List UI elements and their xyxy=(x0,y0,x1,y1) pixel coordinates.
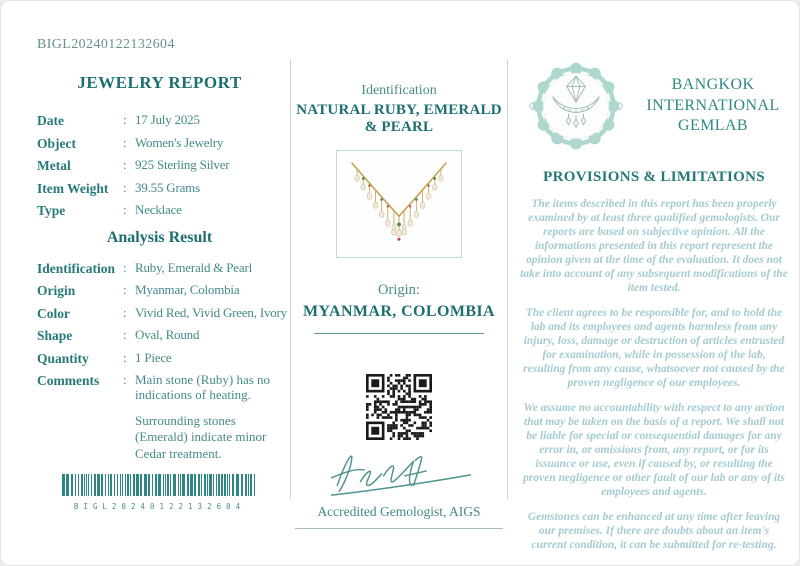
report-columns xyxy=(1,59,799,565)
field-value: 17 July 2025 xyxy=(135,112,200,127)
field-colon xyxy=(123,328,135,344)
field-label: Comments xyxy=(37,373,100,389)
comments-extra: Surrounding stones (Emerald) indicate minor Cedar treatment. xyxy=(135,413,267,461)
signature-divider xyxy=(295,528,503,529)
gemologist-title: Accredited Gemologist, AIGS xyxy=(317,504,481,519)
report-details-column xyxy=(1,59,291,511)
origin-divider xyxy=(314,333,484,334)
identification-label: Identification xyxy=(361,83,437,98)
analysis-row-comments xyxy=(37,373,282,403)
field-value: 39.55 Grams xyxy=(135,179,200,195)
gemologist-signature xyxy=(314,445,484,499)
barcode-digits: BIGL20240122132604 xyxy=(73,501,246,511)
field-label: Origin xyxy=(37,283,76,299)
field-value: Necklace xyxy=(135,202,182,218)
provisions-title: PROVISIONS & LIMITATIONS xyxy=(543,169,765,185)
analysis-fields xyxy=(37,259,287,403)
analysis-row-shape xyxy=(37,328,282,344)
field-value: 925 Sterling Silver xyxy=(135,157,230,173)
field-row-metal xyxy=(37,158,282,174)
barcode xyxy=(37,474,282,511)
field-value: 1 Piece xyxy=(135,349,172,365)
field-value: Ruby, Emerald & Pearl xyxy=(135,259,252,275)
analysis-row-identification xyxy=(37,261,282,277)
analysis-row-quantity xyxy=(37,351,282,367)
analysis-result-title: Analysis Result xyxy=(106,228,213,246)
field-colon xyxy=(123,373,135,403)
field-label: Object xyxy=(37,135,76,151)
report-number: BIGL20240122132604 xyxy=(37,37,175,52)
field-colon xyxy=(123,203,135,219)
necklace-photo xyxy=(336,150,462,258)
field-row-date xyxy=(37,113,282,129)
provision-paragraph-3: We assume no accountability with respect to any action that may be taken on the basis of a report. We shall not be liable for special or consequential damages for any error in, or omissions from, any report, or for its issuance or use, even if caused by, or resulting the proven negligence or other fault of our lab or any of its employees and agents. xyxy=(523,402,785,499)
field-label: Shape xyxy=(37,328,73,344)
field-value: Vivid Red, Vivid Green, Ivory xyxy=(135,304,287,320)
report-title: JEWELRY REPORT xyxy=(77,73,242,92)
field-label: Date xyxy=(37,113,64,128)
field-value: Oval, Round xyxy=(135,327,200,343)
qr-code xyxy=(366,374,432,440)
provision-paragraph-2: The client agrees to be responsible for, and to hold the lab and its employees and agents harmless from any injury, loss, damage or destruction of articles entrusted for examination, while in possession of the lab, resulting from any cause, whatsoever not caused by the proven negligence of our employees. xyxy=(523,307,785,390)
barcode-bars xyxy=(62,474,258,496)
report-fields xyxy=(37,113,282,219)
origin-value: MYANMAR, COLOMBIA xyxy=(303,303,495,320)
provision-paragraph-4: Gemstones can be enhanced at any time after leaving our premises. If there are doubts about an item's current condition, it can be submitted for re-testing. xyxy=(527,511,781,552)
field-label: Type xyxy=(37,203,66,219)
field-row-item-weight xyxy=(37,181,282,197)
field-colon xyxy=(123,181,135,197)
lab-column xyxy=(508,59,800,565)
field-label: Color xyxy=(37,305,70,321)
field-value: Myanmar, Colombia xyxy=(135,282,240,298)
identification-value: NATURAL RUBY, EMERALD & PEARL xyxy=(296,102,502,135)
field-colon xyxy=(123,306,135,322)
identification-column xyxy=(291,59,508,519)
gemlab-logo-icon xyxy=(520,59,632,153)
lab-header xyxy=(520,59,788,153)
field-label: Identification xyxy=(37,260,116,276)
field-colon xyxy=(123,261,135,277)
analysis-row-color xyxy=(37,304,287,322)
field-colon xyxy=(123,113,135,129)
field-label: Metal xyxy=(37,158,71,174)
necklace-illustration xyxy=(341,157,457,251)
field-label: Item Weight xyxy=(37,180,109,196)
field-colon xyxy=(123,351,135,367)
provision-paragraph-1: The items described in this report has been properly examined by at least three qualified gemologists. Our reports are based on subjective opinion. All the informations presented in this report represent the opinion given at the time of the evaluation. It does not take into account of any subsequent modifications of the item tested. xyxy=(520,198,788,295)
analysis-row-origin xyxy=(37,283,282,299)
field-colon xyxy=(123,283,135,299)
lab-name: BANGKOK INTERNATIONAL GEMLAB xyxy=(646,75,780,135)
field-row-object xyxy=(37,136,282,152)
field-colon xyxy=(123,136,135,152)
field-row-type xyxy=(37,203,282,219)
origin-label: Origin: xyxy=(378,282,420,298)
field-value: Women's Jewelry xyxy=(135,134,224,150)
field-value: Main stone (Ruby) has no indications of heating. xyxy=(135,372,271,403)
field-label: Quantity xyxy=(37,350,89,366)
field-colon xyxy=(123,158,135,174)
